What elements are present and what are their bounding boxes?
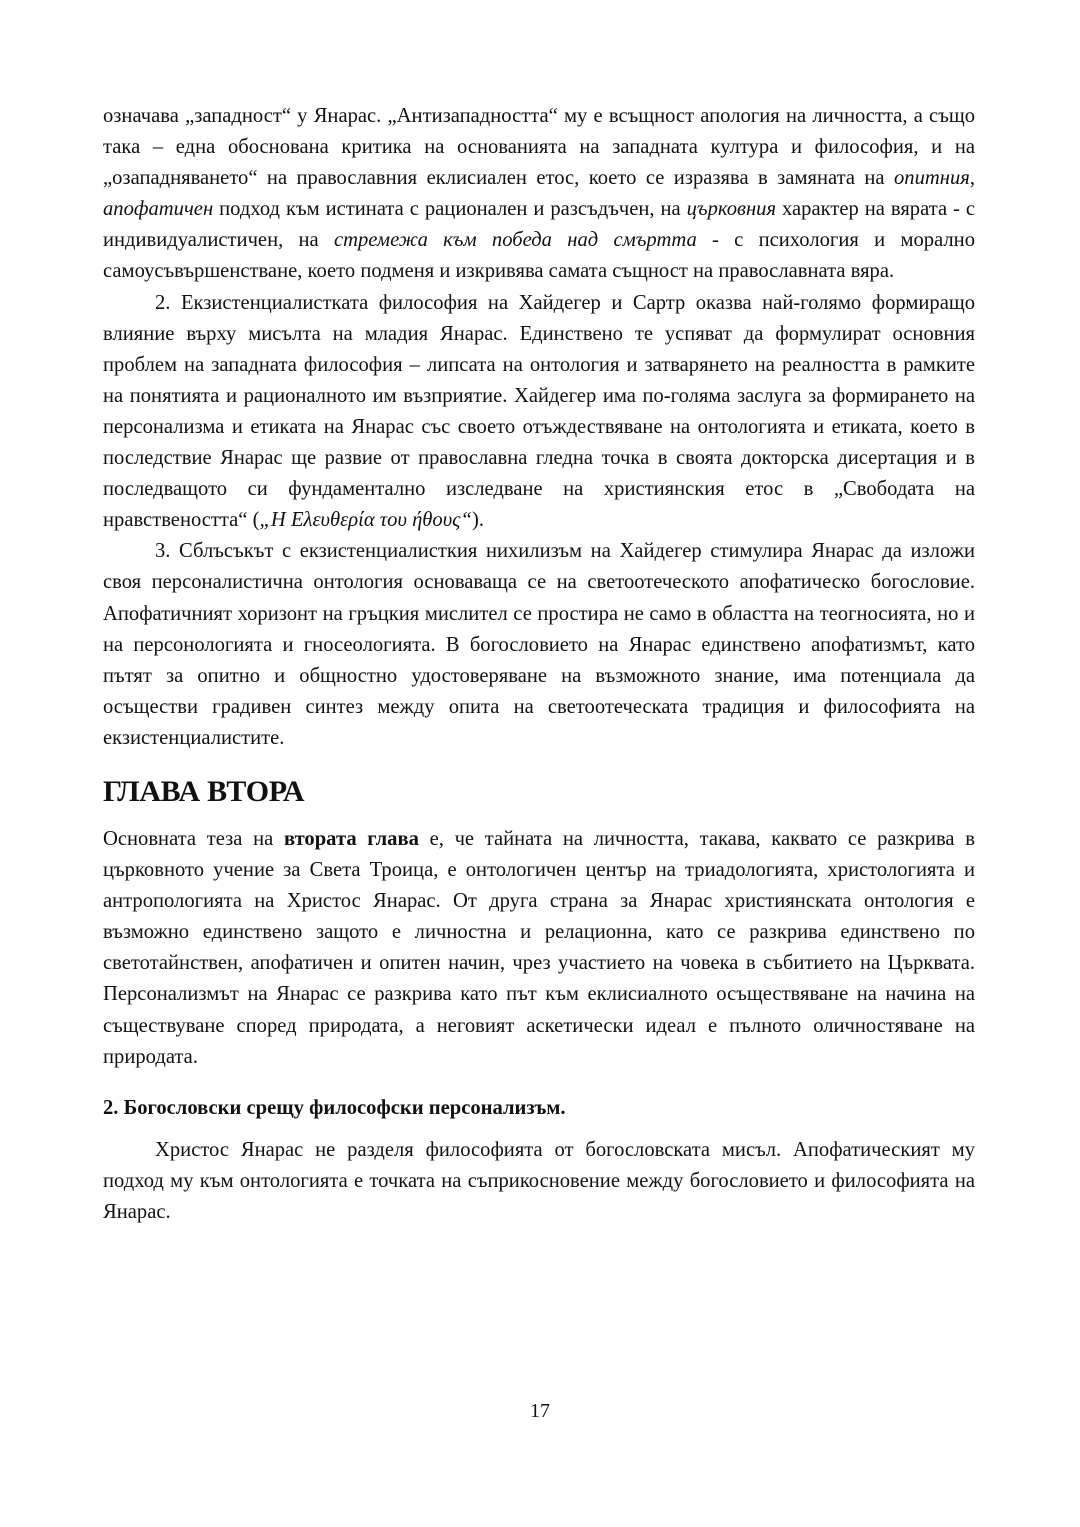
text-run: ).	[471, 509, 484, 532]
page-number: 17	[530, 1400, 550, 1422]
paragraph-nihilism: 3. Сблъсъкът с екзистенциалисткия нихилизъм на Хайдегер стимулира Янарас да изложи своя персоналистична онтология основаваща се на светоотеческото апофатическо богословие. Апофатичният хоризонт на гръцкия мислител се простира не само в областта на теогносията, но и на персонологията и гносеологията. В богословието на Янарас единствено апофатизмът, като пътят за опитно и общностно удостоверяване на възможното знание, има потенциала да осъществи градивен синтез между опита на светоотеческата традиция и философията на екзистенциалистите.	[103, 540, 975, 749]
page-content	[103, 101, 975, 1228]
text-run: Основната теза на	[103, 827, 284, 850]
text-run: 2. Екзистенциалистката философия на Хайдегер и Сартр оказва най-голямо формиращо влияние върху мисълта на младия Янарас. Единствено те успяват да формулират основния проблем на западната философия – липсата на онтология и затварянето на реалността в рамките на понятията и рационалното им възприятие. Хайдегер има по-голяма заслуга за формирането на персонализма и етиката на Янарас със своето отъждествяване на онтологията и етиката, което в последствие Янарас ще развие от православна гледна точка в своята докторска дисертация и в последващото си фундаментално изследване на християнския етос в „Свободата на нравствеността“ (	[103, 291, 975, 532]
text-run: подход към истината с рационален и разсъдъчен, на	[213, 198, 687, 221]
text-run: ,	[969, 167, 975, 190]
text-run: означава „западност“ у Янарас. „Антизападността“ му е всъщност апология на личността, а също така – една обоснована критика на основанията на западната култура и философия, и на „озападняването“ на православния еклисиален етос, което се изразява в замяната на	[103, 105, 975, 190]
italic-run: стремежа към победа над смъртта	[333, 229, 697, 252]
bold-run: втората глава	[283, 827, 419, 850]
italic-run: „Η Ελευθερία του ήθους“	[259, 509, 472, 532]
italic-run: църковния	[686, 198, 777, 221]
italic-run: опитния	[893, 167, 970, 190]
text-run: е, че тайната на личността, такава, каквато се разкрива в църковното учение за Света Троица, е онтологичен център на триадологията, христологията и антропологията на Христос Янарас. От друга страна за Янарас християнската онтология е възможно единствено защото е личностна и релационна, като се разкрива единствено по светотайнствен, апофатичен и опитен начин, чрез участието на човека в събитието на Църквата. Персонализмът на Янарас се разкрива като път към еклисиалното осъществяване на начина на съществуване според природата, а неговият аскетически идеал е пълното оличностяване на природата.	[103, 827, 975, 1068]
paragraph-theology-philosophy: Христос Янарас не разделя философията от богословската мисъл. Апофатическият му подход му към онтологията е точката на съприкосновение между богословието и философията на Янарас.	[103, 1138, 975, 1223]
paragraph-existentialism	[103, 288, 975, 537]
paragraph-chapter-thesis	[103, 824, 975, 1073]
paragraph-westernness	[103, 101, 975, 288]
chapter-heading: ГЛАВА ВТОРА	[103, 774, 305, 808]
italic-run: апофатичен	[103, 198, 214, 221]
text-run: - с психология и морално самоусъвършенстване, което подменя и изкривява самата същност на православната вяра.	[103, 229, 975, 283]
text-run: характер на вярата - с индивидуалистичен, на	[103, 198, 975, 252]
section-heading: 2. Богословски срещу философски персонализъм.	[103, 1096, 566, 1119]
